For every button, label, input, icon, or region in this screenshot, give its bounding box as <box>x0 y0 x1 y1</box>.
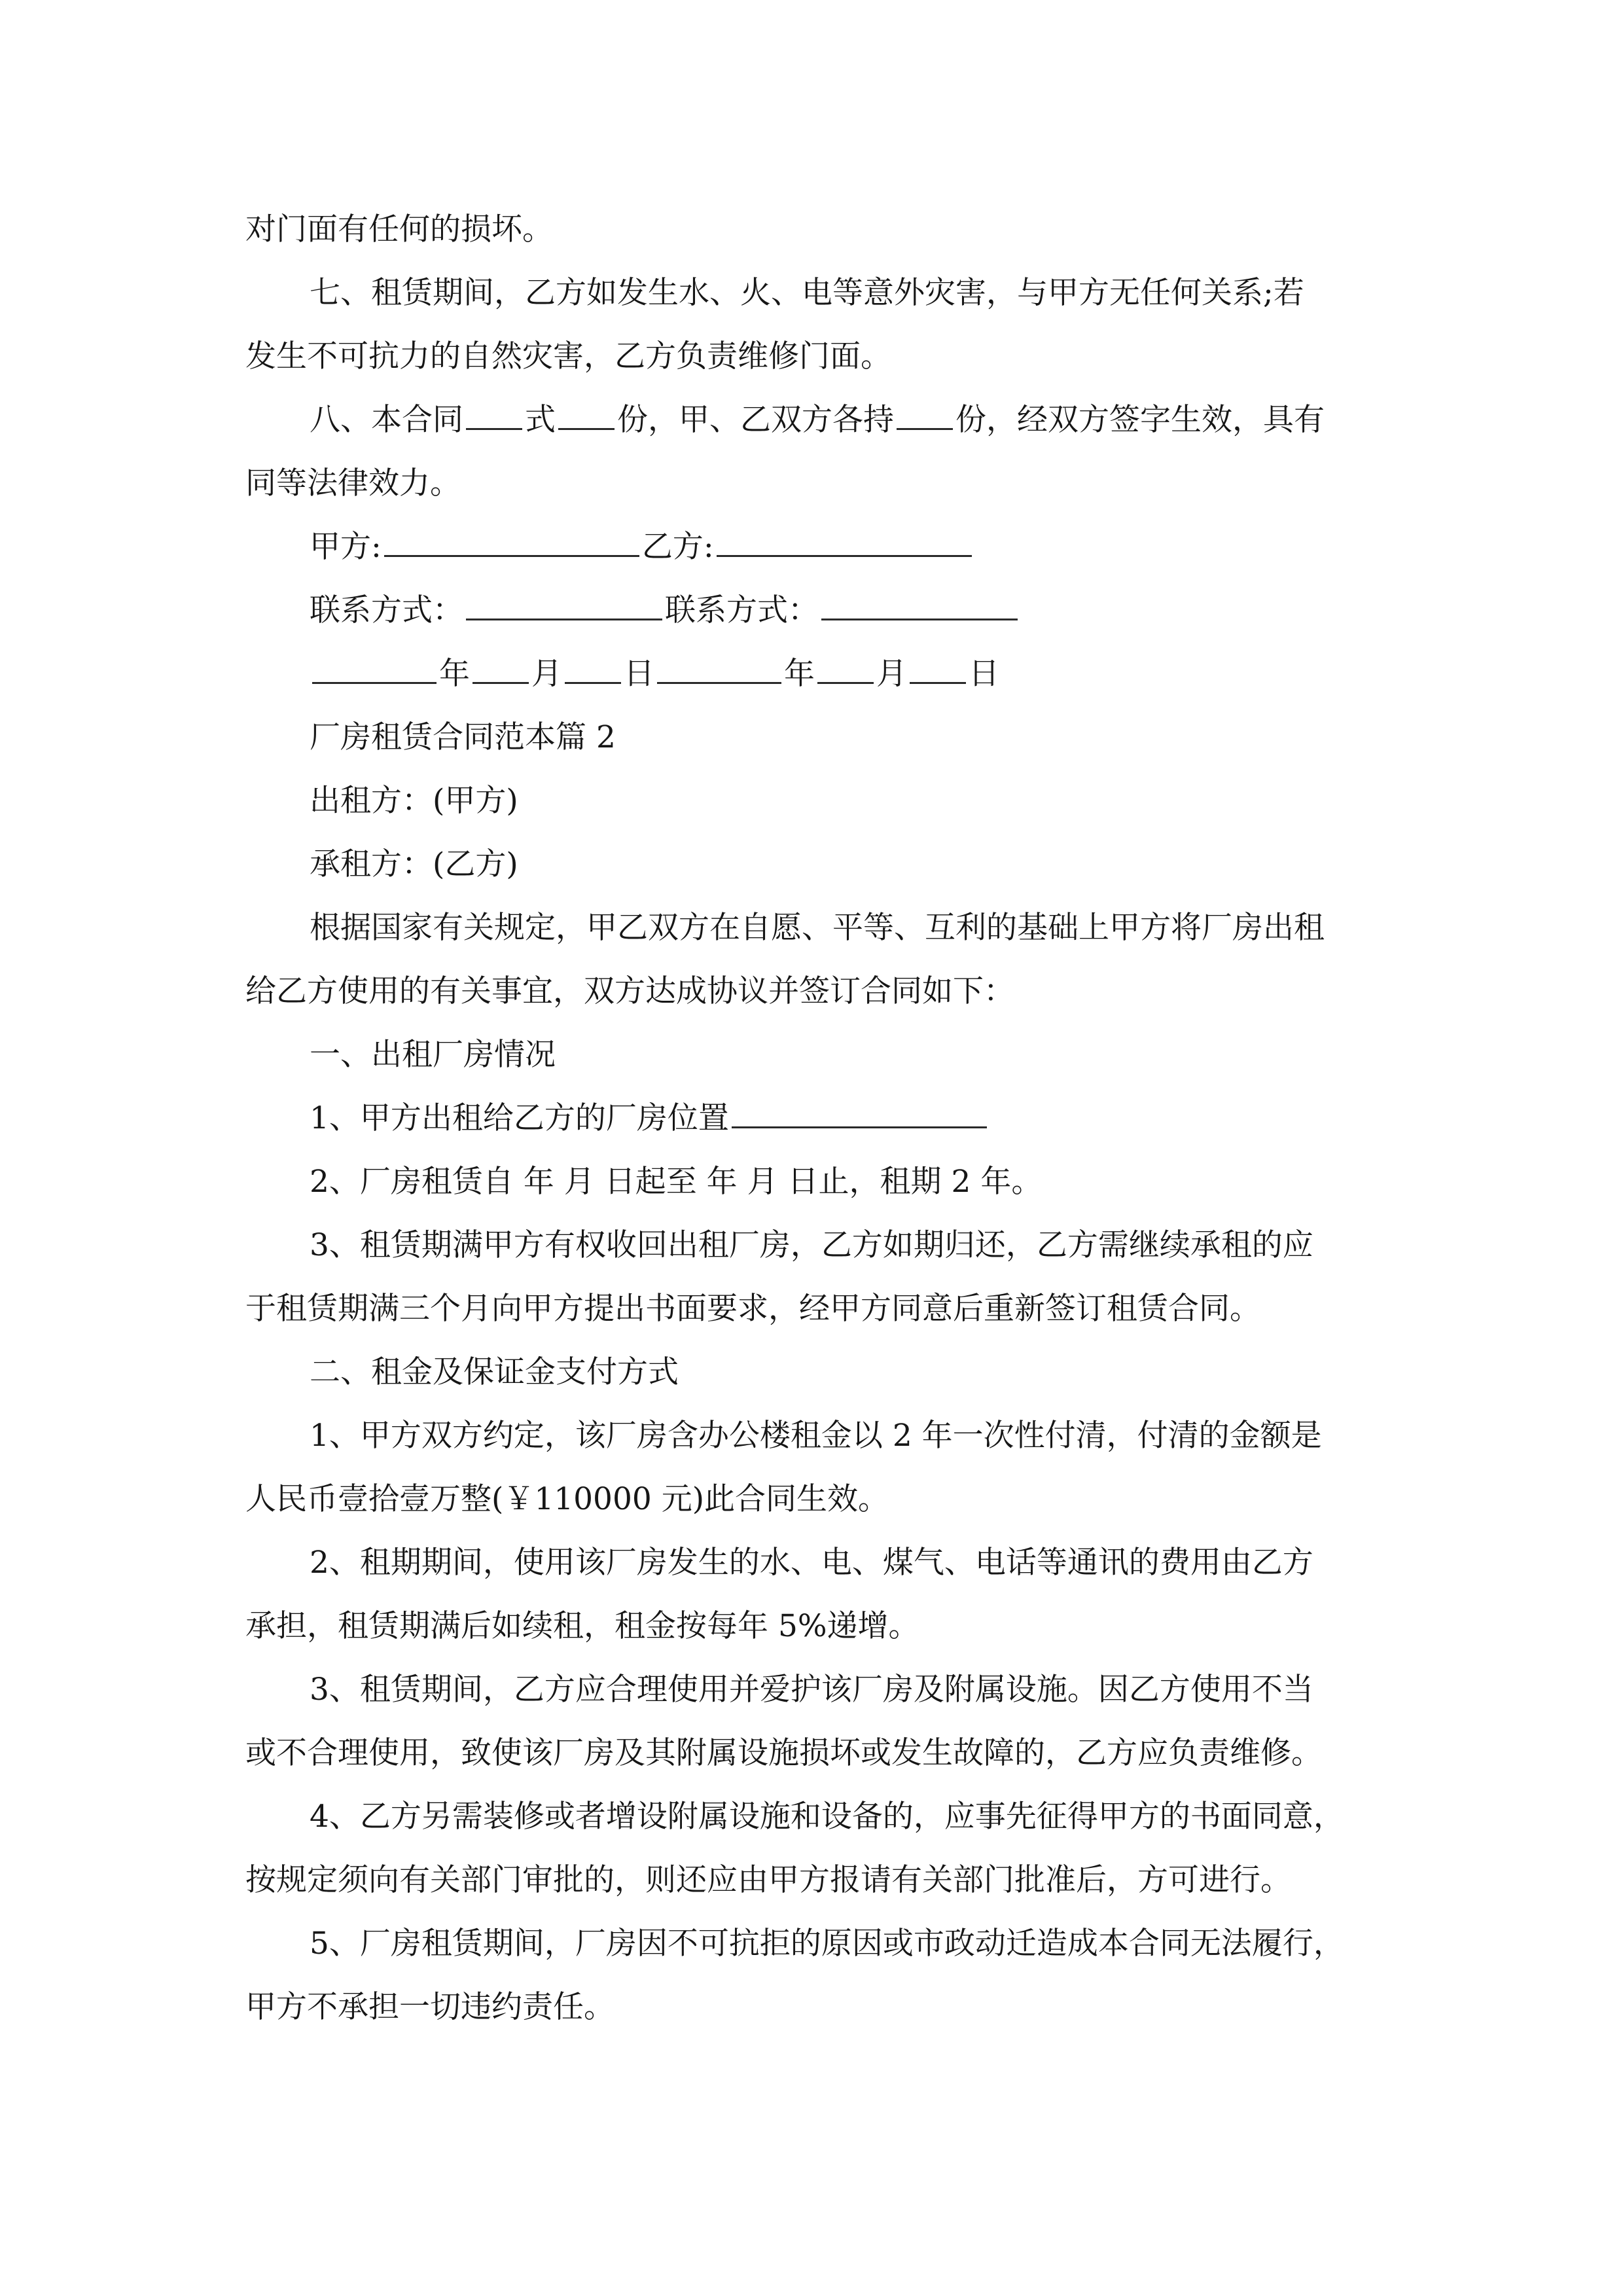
date-line <box>245 642 1397 706</box>
month-blank <box>473 648 529 684</box>
party-signature-line <box>245 515 1397 579</box>
text-line: 发生不可抗力的自然灾害，乙方负责维修门面。 <box>245 338 891 374</box>
text-line: 于租赁期满三个月向甲方提出书面要求，经甲方同意后重新签订租赁合同。 <box>245 1291 1260 1327</box>
blank-field <box>466 394 522 430</box>
party-a-label: 甲方: <box>310 529 382 565</box>
clause-item: 2、租期期间，使用该厂房发生的水、电、煤气、电话等通讯的费用由乙方 <box>310 1545 1313 1581</box>
date-month: 月 <box>876 656 907 692</box>
clause-item: 4、乙方另需装修或者增设附属设施和设备的，应事先征得甲方的书面同意， <box>310 1799 1344 1835</box>
party-b-blank <box>717 521 972 557</box>
text-line: 承担，租赁期满后如续租，租金按每年 5%递增。 <box>245 1608 919 1644</box>
clause-item: 5、厂房租赁期间，厂房因不可抗拒的原因或市政动迁造成本合同无法履行， <box>310 1926 1344 1962</box>
year-blank <box>312 648 437 684</box>
day-blank <box>910 648 966 684</box>
contact-b-blank <box>821 584 1018 620</box>
clause-seven: 七、租赁期间，乙方如发生水、火、电等意外灾害，与甲方无任何关系;若 <box>310 275 1304 311</box>
party-a-blank <box>384 521 639 557</box>
text-line: 给乙方使用的有关事宜，双方达成协议并签订合同如下： <box>245 973 1014 1009</box>
location-line <box>245 1086 1397 1150</box>
clause-item: 3、租赁期满甲方有权收回出租厂房，乙方如期归还，乙方需继续承租的应 <box>310 1227 1313 1263</box>
section-heading: 一、出租厂房情况 <box>310 1037 556 1073</box>
location-blank <box>732 1092 987 1128</box>
date-year: 年 <box>439 656 470 692</box>
clause-eight-part: 式 <box>525 402 556 438</box>
year-blank <box>657 648 781 684</box>
clause-eight-part: 份，甲、乙双方各持 <box>617 402 894 438</box>
text-line: 按规定须向有关部门审批的，则还应由甲方报请有关部门批准后，方可进行。 <box>245 1862 1291 1898</box>
section-heading: 二、租金及保证金支付方式 <box>310 1354 679 1390</box>
clause-item: 2、厂房租赁自 年 月 日起至 年 月 日止，租期 2 年。 <box>310 1164 1043 1200</box>
date-day: 日 <box>624 656 654 692</box>
text-line: 对门面有任何的损坏。 <box>245 211 553 247</box>
text-line: 人民币壹拾壹万整(￥110000 元)此合同生效。 <box>245 1481 889 1517</box>
text-line: 同等法律效力。 <box>245 465 461 501</box>
blank-field <box>558 394 615 430</box>
clause-eight-part: 份，经双方签字生效，具有 <box>955 402 1325 438</box>
lessor-line: 出租方：(甲方) <box>310 783 518 819</box>
blank-field <box>897 394 953 430</box>
day-blank <box>565 648 621 684</box>
contact-a-blank <box>466 584 662 620</box>
location-label: 1、甲方出租给乙方的厂房位置 <box>310 1100 729 1136</box>
document-body <box>245 198 1397 2039</box>
preamble: 根据国家有关规定，甲乙双方在自愿、平等、互利的基础上甲方将厂房出租 <box>310 910 1325 946</box>
month-blank <box>817 648 874 684</box>
text-line: 或不合理使用，致使该厂房及其附属设施损坏或发生故障的，乙方应负责维修。 <box>245 1735 1322 1771</box>
clause-item: 3、租赁期间，乙方应合理使用并爱护该厂房及附属设施。因乙方使用不当 <box>310 1672 1313 1708</box>
clause-eight-part: 八、本合同 <box>310 402 463 438</box>
date-year: 年 <box>784 656 815 692</box>
date-month: 月 <box>531 656 562 692</box>
date-day: 日 <box>969 656 999 692</box>
section-title: 厂房租赁合同范本篇 2 <box>310 719 616 755</box>
clause-item: 1、甲方双方约定，该厂房含办公楼租金以 2 年一次性付清，付清的金额是 <box>310 1418 1322 1454</box>
contact-b-label: 联系方式： <box>665 592 819 628</box>
contact-line <box>245 579 1397 642</box>
party-b-label: 乙方: <box>641 529 714 565</box>
clause-eight <box>245 388 1397 452</box>
text-line: 甲方不承担一切违约责任。 <box>245 1989 615 2025</box>
contact-a-label: 联系方式： <box>310 592 463 628</box>
lessee-line: 承租方：(乙方) <box>310 846 518 882</box>
